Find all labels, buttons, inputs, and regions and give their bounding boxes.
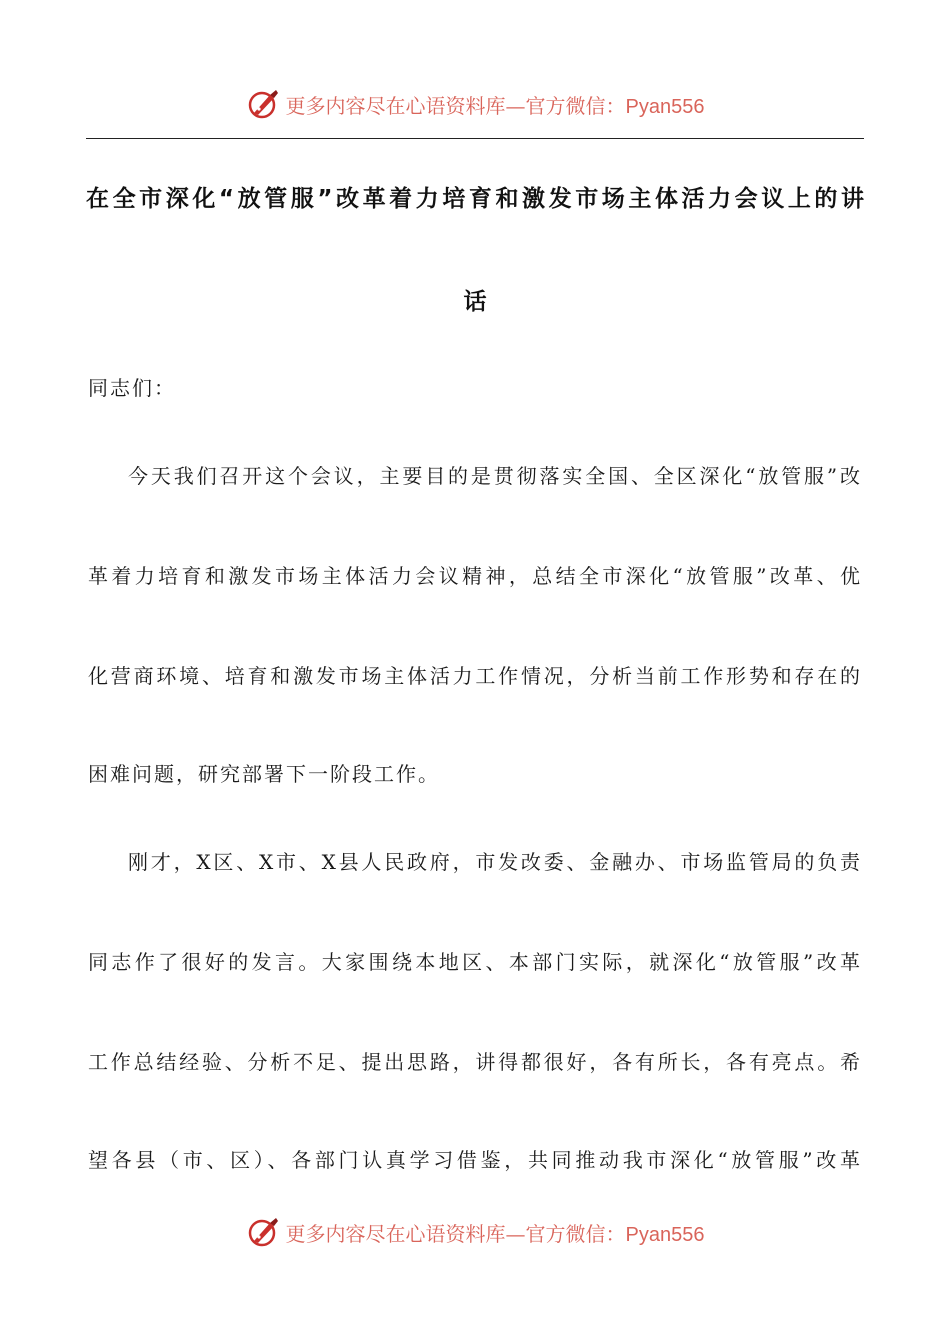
paragraph-1-line-1: 今天我们召开这个会议，主要目的是贯彻落实全国、全区深化“放管服”改 (128, 464, 860, 488)
pen-nib-circle-icon (246, 1215, 280, 1249)
paragraph-1-line-3: 化营商环境、培育和激发市场主体活力工作情况，分析当前工作形势和存在的 (88, 664, 860, 688)
paragraph-1-line-2: 革着力培育和激发市场主体活力会议精神，总结全市深化“放管服”改革、优 (88, 564, 860, 588)
salutation: 同志们： (88, 376, 176, 400)
paragraph-1-line-4: 困难问题，研究部署下一阶段工作。 (88, 762, 440, 786)
banner-text: 更多内容尽在心语资料库—官方微信：Pyan556 (285, 93, 705, 118)
header-banner (0, 84, 950, 124)
pen-nib-circle-icon (246, 87, 280, 121)
paragraph-2-line-1: 刚才，X区、X市、X县人民政府，市发改委、金融办、市场监管局的负责 (128, 850, 860, 874)
banner-text: 更多内容尽在心语资料库—官方微信：Pyan556 (285, 1221, 705, 1246)
paragraph-2-line-3: 工作总结经验、分析不足、提出思路，讲得都很好，各有所长，各有亮点。希 (88, 1050, 860, 1074)
document-title: 在全市深化“放管服”改革着力培育和激发市场主体活力会议上的讲 (86, 186, 864, 212)
paragraph-2-line-4: 望各县（市、区）、各部门认真学习借鉴，共同推动我市深化“放管服”改革 (88, 1148, 860, 1172)
document-title-continued: 话 (463, 289, 487, 315)
paragraph-2-line-2: 同志作了很好的发言。大家围绕本地区、本部门实际，就深化“放管服”改革 (88, 950, 860, 974)
banner-wechat-id: Pyan556 (625, 95, 705, 118)
header-divider (86, 138, 864, 139)
footer-banner (0, 1212, 950, 1252)
banner-wechat-id: Pyan556 (625, 1223, 705, 1246)
